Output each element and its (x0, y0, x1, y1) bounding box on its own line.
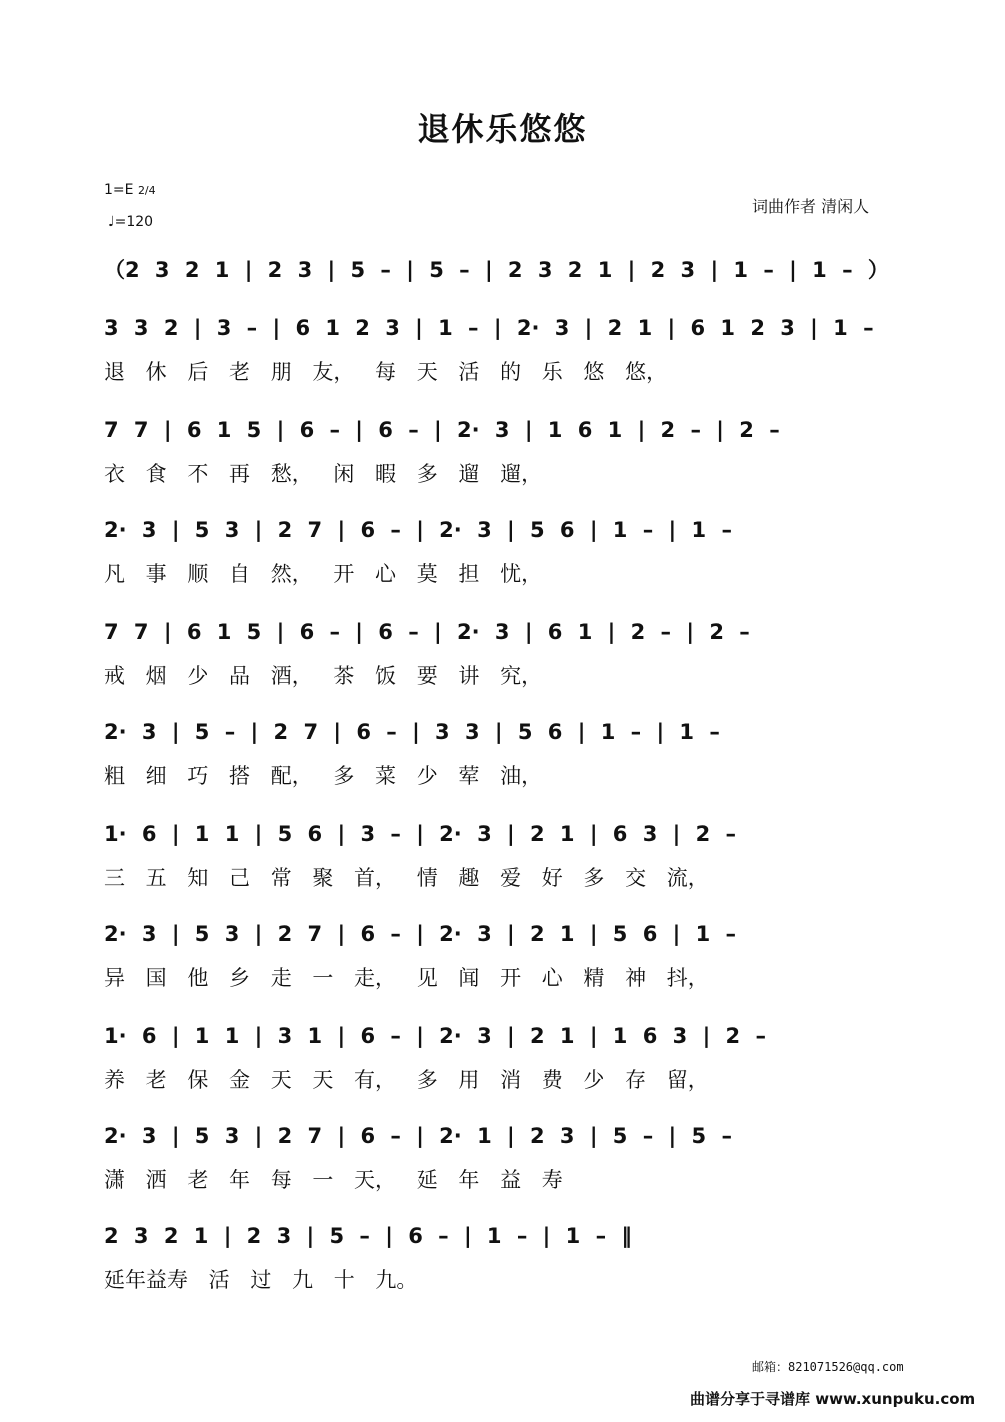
composer-credit: 词曲作者 清闲人 (752, 197, 870, 216)
tempo-marking: ♩=120 (108, 214, 154, 230)
footer-email: 邮箱：821071526@qq.com (752, 1360, 904, 1374)
key-text: 1=E (104, 182, 134, 198)
notation-row: 2· 3 | 5 – | 2 7 | 6 – | 3 3 | 5 6 | 1 – | 1 – (104, 720, 720, 744)
lyric-row: 三 五 知 己 常 聚 首， 情 趣 爱 好 多 交 流， (104, 866, 709, 890)
lyric-row: 养 老 保 金 天 天 有， 多 用 消 费 少 存 留， (104, 1068, 709, 1092)
lyric-row: 戒 烟 少 品 酒， 茶 饭 要 讲 究， (104, 664, 543, 688)
lyric-row: 延年益寿 活 过 九 十 九。 (104, 1268, 418, 1292)
lyric-row: 异 国 他 乡 走 一 走， 见 闻 开 心 精 神 抖， (104, 966, 709, 990)
lyric-row: 粗 细 巧 搭 配， 多 菜 少 荤 油， (104, 764, 543, 788)
notation-row: 1· 6 | 1 1 | 3 1 | 6 – | 2· 3 | 2 1 | 1 6 3 | 2 – (104, 1024, 766, 1048)
notation-row: 7 7 | 6 1 5 | 6 – | 6 – | 2· 3 | 1 6 1 | 2 – | 2 – (104, 418, 780, 442)
notation-row: 2· 3 | 5 3 | 2 7 | 6 – | 2· 3 | 2 1 | 5 6 | 1 – (104, 922, 737, 946)
notation-row: 2 3 2 1 | 2 3 | 5 – | 6 – | 1 – | 1 – ‖ (104, 1224, 632, 1248)
notation-row: 2· 3 | 5 3 | 2 7 | 6 – | 2· 1 | 2 3 | 5 – | 5 – (104, 1124, 732, 1148)
page-title: 退休乐悠悠 (417, 110, 588, 148)
notation-row: 7 7 | 6 1 5 | 6 – | 6 – | 2· 3 | 6 1 | 2 – | 2 – (104, 620, 750, 644)
key-signature (104, 182, 156, 198)
lyric-row: 凡 事 顺 自 然， 开 心 莫 担 忧， (104, 562, 543, 586)
lyric-row: 退 休 后 老 朋 友， 每 天 活 的 乐 悠 悠， (104, 360, 668, 384)
notation-row: 2· 3 | 5 3 | 2 7 | 6 – | 2· 3 | 5 6 | 1 – | 1 – (104, 518, 732, 542)
footer-site: 曲谱分享于寻谱库 www.xunpuku.com (690, 1390, 976, 1408)
lyric-row: 潇 洒 老 年 每 一 天， 延 年 益 寿 (104, 1168, 563, 1192)
lyric-row: 衣 食 不 再 愁， 闲 暇 多 遛 遛， (104, 462, 543, 486)
notation-row: 3 3 2 | 3 – | 6 1 2 3 | 1 – | 2· 3 | 2 1 | 6 1 2 3 | 1 – (104, 316, 874, 340)
notation-row: （2 3 2 1 | 2 3 | 5 – | 5 – | 2 3 2 1 | 2 3 | 1 – | 1 – ） (104, 258, 889, 282)
time-signature: 2/4 (137, 184, 156, 197)
notation-row: 1· 6 | 1 1 | 5 6 | 3 – | 2· 3 | 2 1 | 6 3 | 2 – (104, 822, 737, 846)
